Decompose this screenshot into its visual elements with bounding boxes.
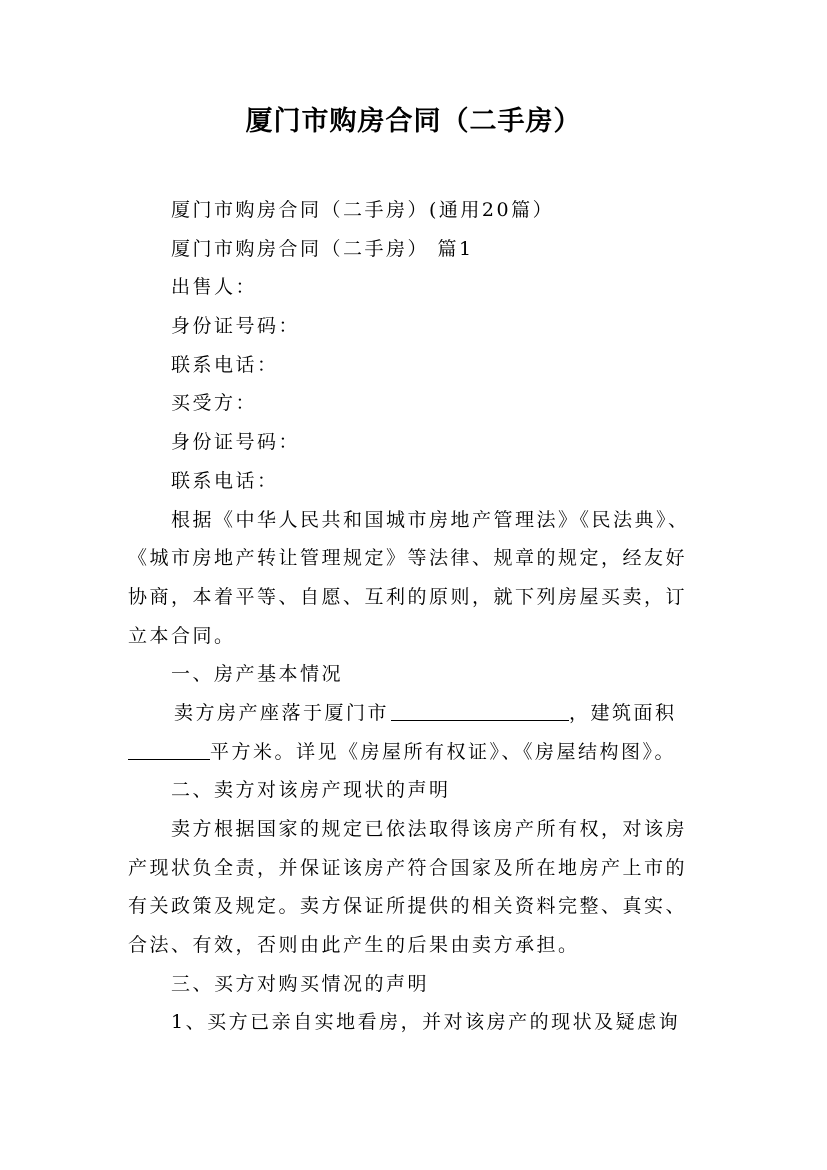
section-heading: 二、卖方对该房产现状的声明 — [171, 779, 451, 802]
area-blank — [128, 737, 210, 760]
document-body — [128, 191, 708, 1042]
paragraph-line: 1、买方已亲自实地看房，并对该房产的现状及疑虑询 — [171, 1011, 681, 1034]
seller-id-label: 身份证号码： — [171, 315, 301, 338]
property-area-line — [128, 733, 708, 772]
seller-phone-label: 联系电话： — [171, 353, 279, 376]
paragraph-line: 有关政策及规定。卖方保证所提供的相关资料完整、真实、 — [128, 895, 688, 918]
section-heading: 一、房产基本情况 — [171, 663, 344, 686]
paragraph-line: 根据《中华人民共和国城市房地产管理法》《民法典》、 — [171, 508, 690, 531]
section-heading-1: 厦门市购房合同（二手房） 篇1 — [171, 237, 474, 260]
document-title: 厦门市购房合同（二手房） — [245, 106, 582, 137]
property-location-prefix: 卖方房产座落于厦门市 — [174, 701, 390, 724]
location-blank — [391, 698, 569, 721]
subtitle-line: 厦门市购房合同（二手房）(通用20篇） — [171, 199, 555, 221]
paragraph-line: 立本合同。 — [128, 624, 236, 647]
paragraph-line: 产现状负全责，并保证该房产符合国家及所在地房产上市的 — [128, 856, 688, 879]
section-heading: 三、买方对购买情况的声明 — [171, 972, 430, 995]
property-location-line — [128, 694, 708, 733]
seller-label: 出售人： — [171, 276, 258, 299]
paragraph-line: 卖方根据国家的规定已依法取得该房产所有权，对该房 — [171, 818, 688, 840]
property-area-suffix: 平方米。详见《房屋所有权证》、《房屋结构图》。 — [210, 740, 677, 763]
property-location-suffix: ，建筑面积 — [569, 701, 677, 724]
buyer-label: 买受方： — [171, 392, 258, 415]
paragraph-line: 协商，本着平等、自愿、互利的原则，就下列房屋买卖，订 — [128, 585, 688, 608]
buyer-phone-label: 联系电话： — [171, 469, 279, 492]
paragraph-line: 《城市房地产转让管理规定》等法律、规章的规定，经友好 — [128, 547, 688, 570]
buyer-id-label: 身份证号码： — [171, 431, 301, 454]
paragraph-line: 合法、有效，否则由此产生的后果由卖方承担。 — [128, 934, 580, 957]
